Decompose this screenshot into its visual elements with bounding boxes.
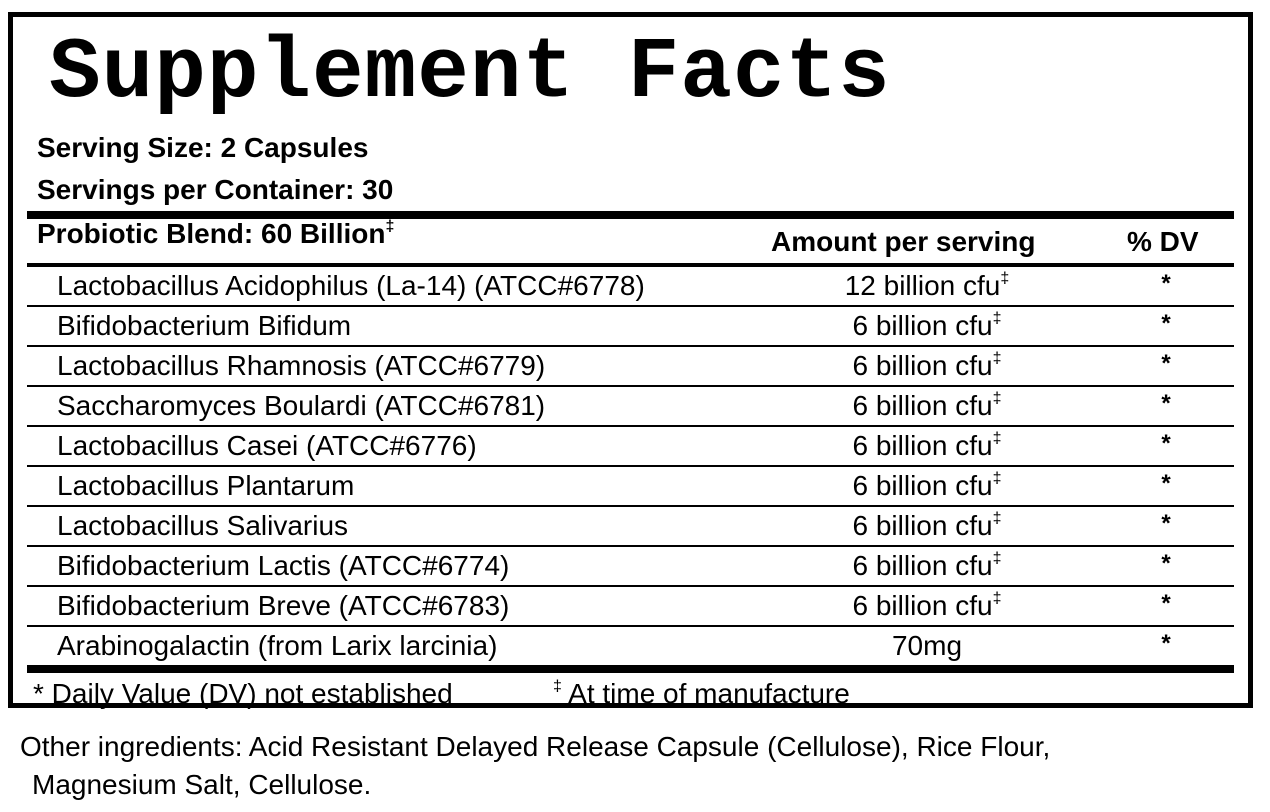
amount-mark: ‡ <box>992 430 1002 447</box>
other-ingredients-line1: Other ingredients: Acid Resistant Delayed Release Capsule (Cellulose), Rice Flour, <box>20 731 1051 762</box>
ingredient-amount <box>777 309 1077 343</box>
footnote-dv: * Daily Value (DV) not established <box>33 678 453 709</box>
ingredient-amount <box>777 469 1077 503</box>
supplement-facts-panel <box>8 12 1253 708</box>
ingredient-row <box>27 587 1234 627</box>
amount-mark: ‡ <box>992 310 1002 327</box>
ingredient-name: Saccharomyces Boulardi (ATCC#6781) <box>57 390 546 421</box>
ingredient-dv: * <box>1161 430 1171 457</box>
ingredient-row <box>27 347 1234 387</box>
amount-text: 6 billion cfu <box>852 350 993 381</box>
amount-mark: ‡ <box>992 590 1002 607</box>
amount-mark: ‡ <box>992 550 1002 567</box>
other-ingredients-line2: Magnesium Salt, Cellulose. <box>32 769 372 800</box>
ingredient-name: Lactobacillus Casei (ATCC#6776) <box>57 430 477 461</box>
ingredient-dv: * <box>1161 350 1171 377</box>
amount-text: 12 billion cfu <box>844 270 1001 301</box>
ingredient-row <box>27 307 1234 347</box>
ingredient-amount <box>777 629 1077 663</box>
amount-text: 6 billion cfu <box>852 510 993 541</box>
ingredient-dv: * <box>1161 510 1171 537</box>
servings-per-container: Servings per Container: 30 <box>37 174 394 205</box>
ingredient-dv: * <box>1161 590 1171 617</box>
ingredient-amount <box>777 269 1077 303</box>
ingredient-row <box>27 467 1234 507</box>
rule-bottom <box>27 665 1234 673</box>
amount-mark: ‡ <box>992 470 1002 487</box>
ingredient-name: Bifidobacterium Breve (ATCC#6783) <box>57 590 510 621</box>
ingredient-row <box>27 627 1234 667</box>
amount-mark: ‡ <box>992 510 1002 527</box>
other-ingredients <box>20 728 1240 804</box>
amount-text: 6 billion cfu <box>852 310 993 341</box>
ingredient-name: Bifidobacterium Bifidum <box>57 310 352 341</box>
ingredient-name: Bifidobacterium Lactis (ATCC#6774) <box>57 550 510 581</box>
ingredient-name: Lactobacillus Acidophilus (La-14) (ATCC#6778) <box>57 270 645 301</box>
amount-text: 6 billion cfu <box>852 430 993 461</box>
ingredient-amount <box>777 509 1077 543</box>
ingredient-name: Arabinogalactin (from Larix larcinia) <box>57 630 498 661</box>
footnote-manufacture-text: At time of manufacture <box>561 678 850 709</box>
ingredient-amount <box>777 349 1077 383</box>
ingredient-dv: * <box>1161 310 1171 337</box>
amount-text: 6 billion cfu <box>852 590 993 621</box>
amount-text: 6 billion cfu <box>852 550 993 581</box>
ingredient-amount <box>777 429 1077 463</box>
ingredient-row <box>27 387 1234 427</box>
ingredient-amount <box>777 589 1077 623</box>
serving-size: Serving Size: 2 Capsules <box>37 132 369 163</box>
ingredient-row <box>27 267 1234 307</box>
footnote-mark: ‡ <box>553 678 562 695</box>
label-title: Supplement Facts <box>49 24 891 122</box>
ingredient-dv: * <box>1161 270 1171 297</box>
ingredient-row <box>27 427 1234 467</box>
footnote-manufacture <box>553 677 850 711</box>
ingredient-name: Lactobacillus Plantarum <box>57 470 355 501</box>
ingredient-name: Lactobacillus Salivarius <box>57 510 349 541</box>
ingredient-dv: * <box>1161 390 1171 417</box>
amount-text: 70mg <box>891 630 963 661</box>
ingredient-dv: * <box>1161 550 1171 577</box>
amount-text: 6 billion cfu <box>852 470 993 501</box>
ingredient-dv: * <box>1161 470 1171 497</box>
ingredient-amount <box>777 389 1077 423</box>
blend-mark: ‡ <box>385 218 395 235</box>
amount-mark: ‡ <box>1000 270 1010 287</box>
amount-text: 6 billion cfu <box>852 390 993 421</box>
ingredient-row <box>27 547 1234 587</box>
ingredient-dv: * <box>1161 630 1171 657</box>
ingredient-row <box>27 507 1234 547</box>
amount-mark: ‡ <box>992 390 1002 407</box>
dv-heading: % DV <box>1127 226 1199 257</box>
blend-heading <box>37 217 394 251</box>
amount-heading: Amount per serving <box>771 226 1036 257</box>
ingredient-amount <box>777 549 1077 583</box>
amount-mark: ‡ <box>992 350 1002 367</box>
blend-heading-text: Probiotic Blend: 60 Billion <box>37 218 386 249</box>
ingredient-name: Lactobacillus Rhamnosis (ATCC#6779) <box>57 350 546 381</box>
ingredient-list <box>27 267 1234 667</box>
footnotes <box>33 677 850 711</box>
